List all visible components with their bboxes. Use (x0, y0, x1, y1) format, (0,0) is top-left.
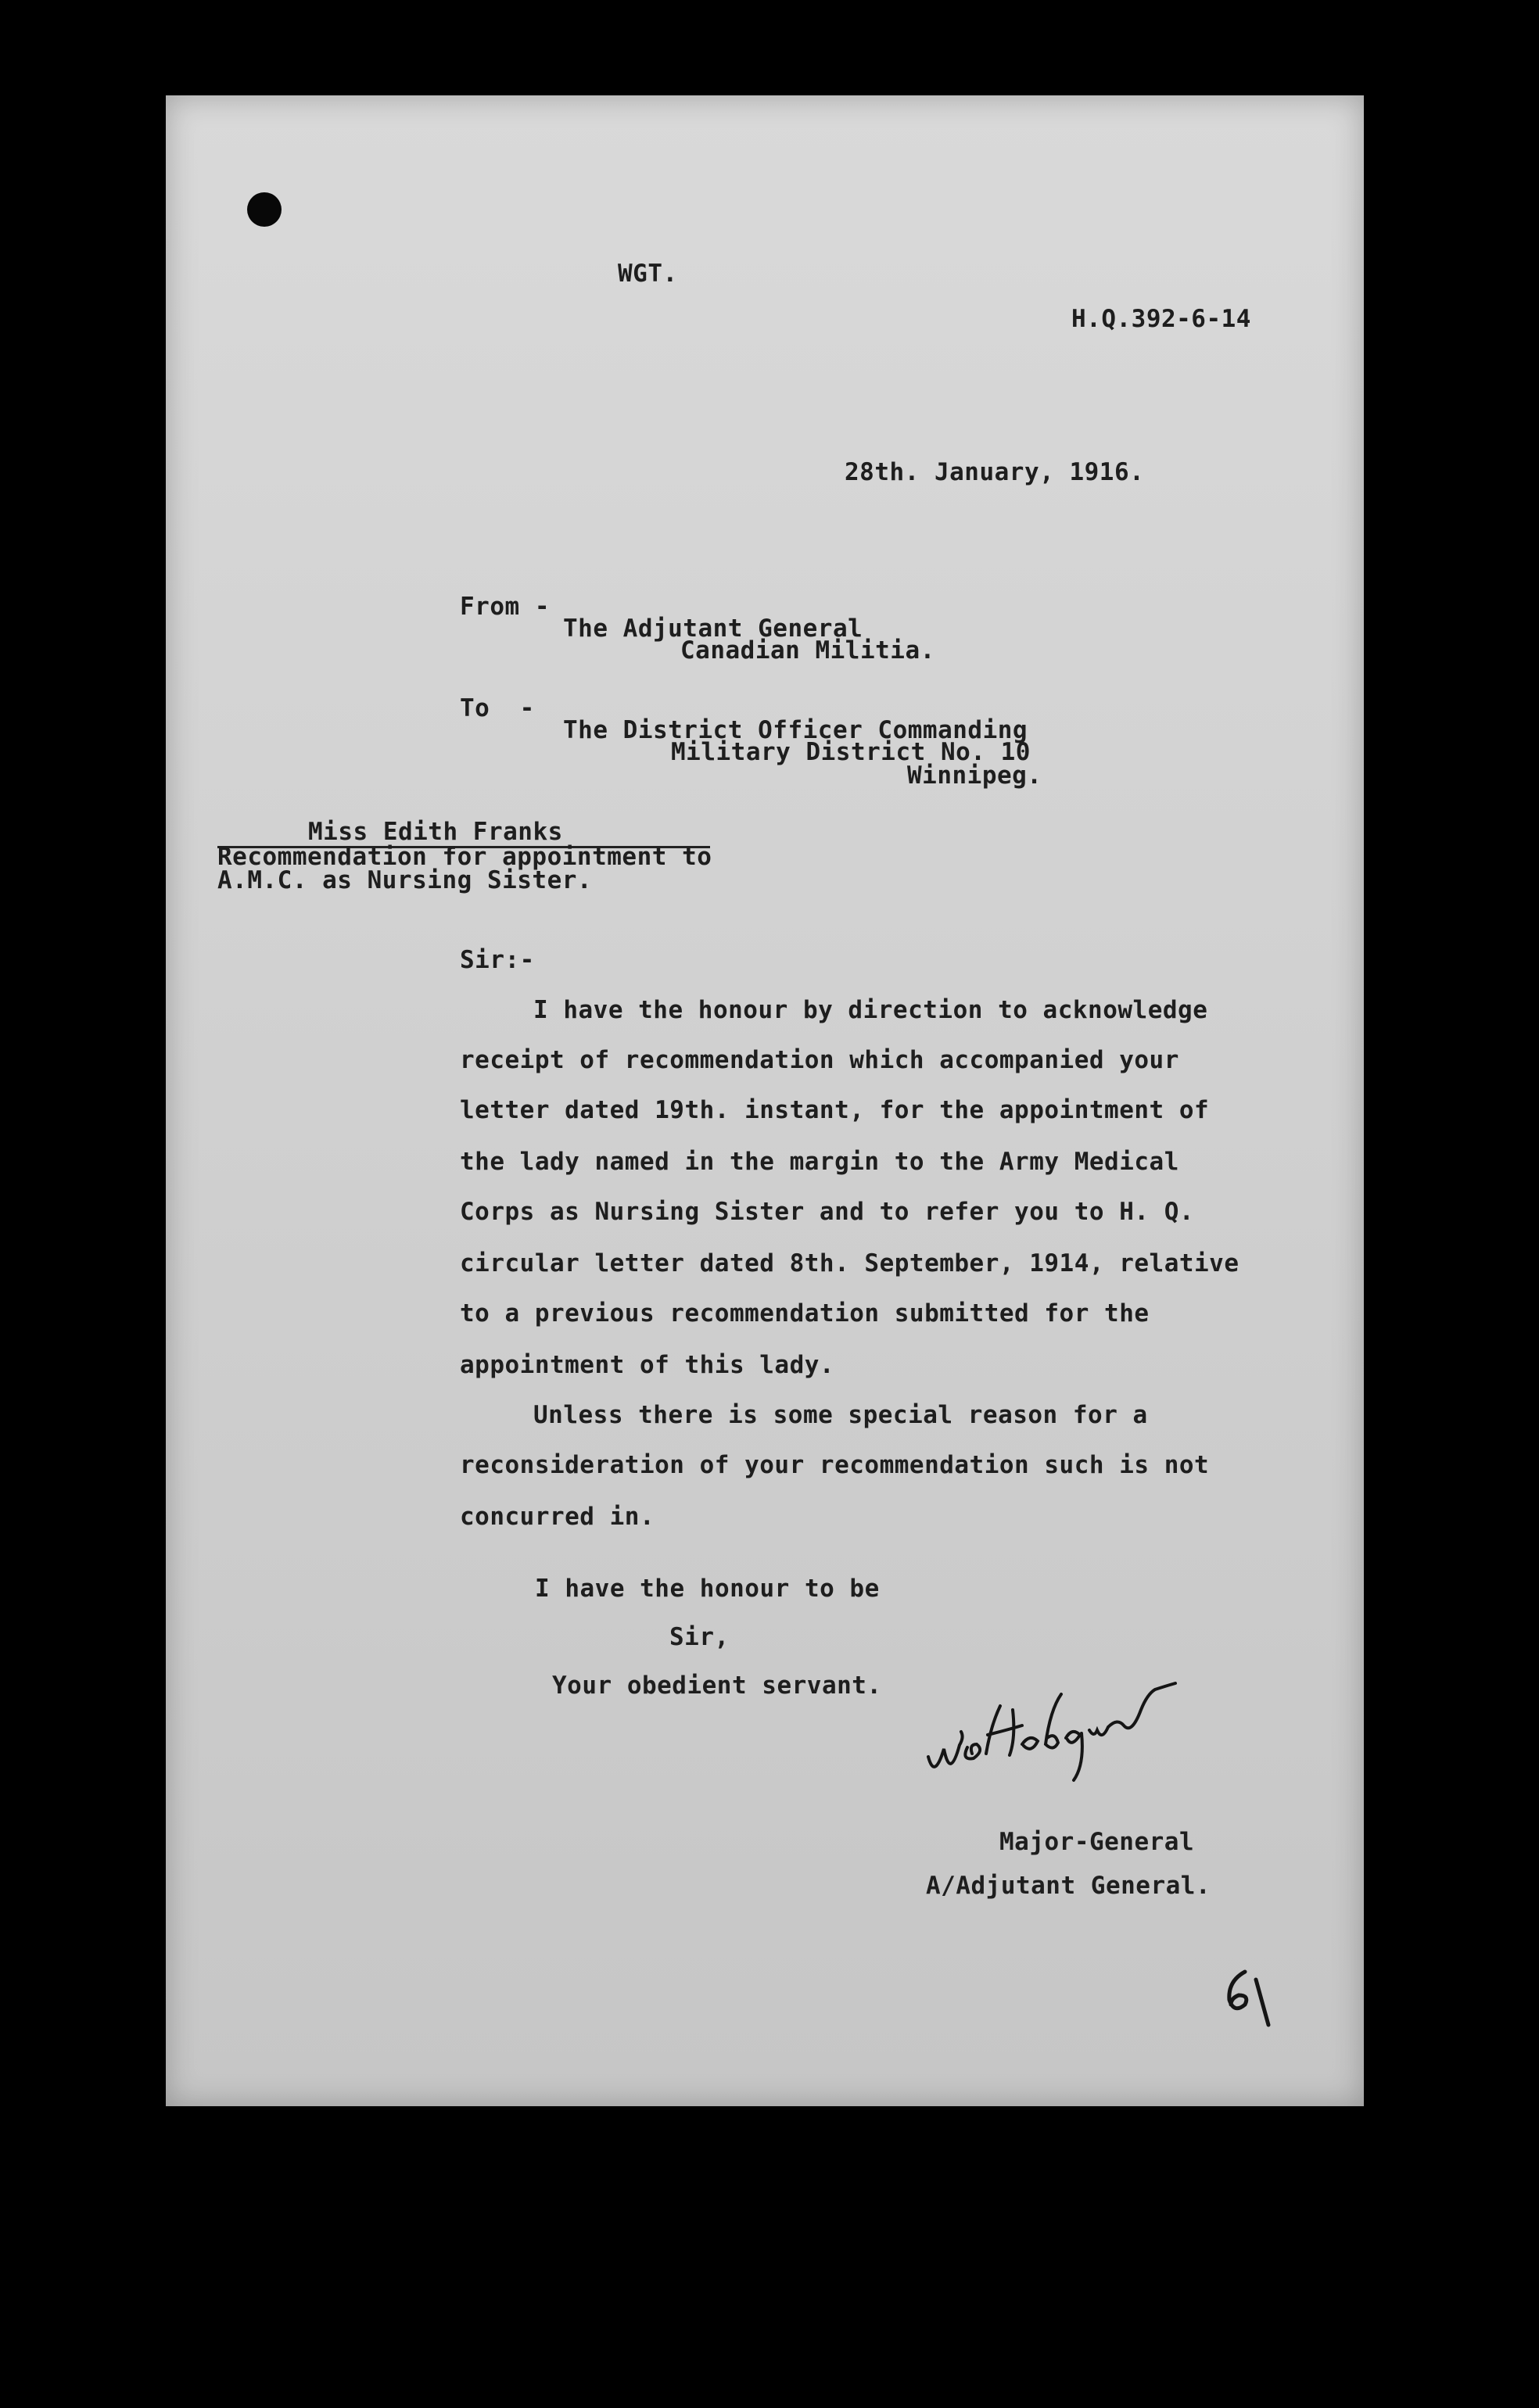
salutation: Sir:- (460, 946, 535, 974)
body-line: circular letter dated 8th. September, 1914, relative (460, 1249, 1239, 1277)
file-reference: H.Q.392-6-14 (1071, 305, 1251, 333)
body-line: I have the honour by direction to acknowledge (533, 996, 1208, 1024)
body-line: Unless there is some special reason for a (533, 1401, 1148, 1429)
signatory-title: A/Adjutant General. (926, 1872, 1211, 1900)
body-line: letter dated 19th. instant, for the appointment of (460, 1096, 1210, 1124)
from-line-1: The Adjutant General (563, 615, 863, 643)
margin-subject-line-2: A.M.C. as Nursing Sister. (217, 866, 593, 894)
body-line: reconsideration of your recommendation such is not (460, 1451, 1210, 1479)
punch-hole (247, 192, 282, 227)
from-line-2: Canadian Militia. (680, 636, 935, 665)
closing-line-3: Your obedient servant. (552, 1672, 882, 1700)
to-label: To - (460, 694, 535, 722)
margin-subject-line-1: Recommendation for appointment to (217, 843, 712, 871)
handwritten-signature (913, 1663, 1225, 1788)
body-line: appointment of this lady. (460, 1351, 835, 1379)
to-line-3: Winnipeg. (907, 761, 1042, 790)
document-page (166, 95, 1364, 2106)
body-line: concurred in. (460, 1503, 655, 1531)
handwritten-page-number (1222, 1964, 1276, 2034)
body-line: to a previous recommendation submitted for the (460, 1299, 1150, 1328)
body-line: Corps as Nursing Sister and to refer you to H. Q. (460, 1198, 1195, 1226)
letter-date: 28th. January, 1916. (845, 458, 1145, 486)
closing-line-2: Sir, (669, 1623, 730, 1651)
to-line-2: Military District No. 10 (671, 738, 1031, 766)
body-line: receipt of recommendation which accompanied your (460, 1046, 1179, 1074)
signatory-rank: Major-General (999, 1828, 1195, 1856)
from-label: From - (460, 593, 550, 621)
margin-name: Miss Edith Franks (308, 818, 563, 846)
body-line: the lady named in the margin to the Army Medical (460, 1148, 1179, 1176)
typist-initials: WGT. (618, 260, 678, 288)
closing-line-1: I have the honour to be (535, 1575, 880, 1603)
to-line-1: The District Officer Commanding (563, 716, 1028, 744)
